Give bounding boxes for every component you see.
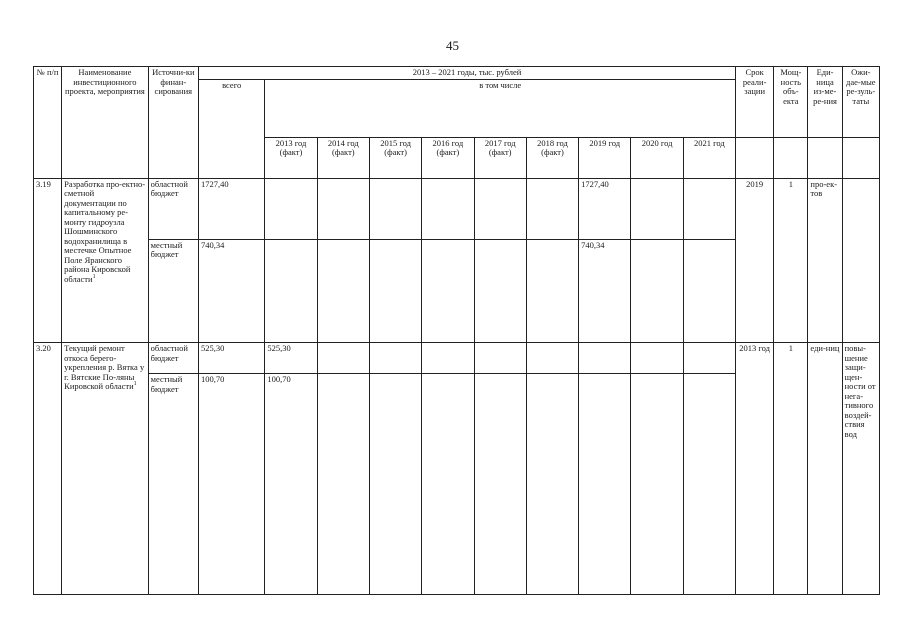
row-total: 100,70 <box>198 374 264 595</box>
header-source: Источни-ки финан-сирования <box>148 67 198 179</box>
header-num: № п/п <box>34 67 62 179</box>
header-year-2016: 2016 год (факт) <box>422 137 474 178</box>
row-y2019 <box>579 374 631 595</box>
header-year-2014: 2014 год (факт) <box>317 137 369 178</box>
header-results: Ожи-дае-мые ре-зуль-таты <box>842 67 879 138</box>
footnote-mark: 1 <box>92 273 96 280</box>
row-y2013 <box>265 239 317 342</box>
header-year-2015: 2015 год (факт) <box>369 137 421 178</box>
table-row <box>34 178 880 239</box>
row-y2013 <box>265 178 317 239</box>
header-year-2020: 2020 год <box>631 137 683 178</box>
header-total: всего <box>198 79 264 178</box>
table-row <box>34 343 880 374</box>
row-source: областной бюджет <box>148 178 198 239</box>
header-capacity: Мощ-ность объ-екта <box>774 67 808 138</box>
header-unit: Еди-ница из-ме-ре-ния <box>808 67 842 138</box>
header-year-2018: 2018 год (факт) <box>526 137 578 178</box>
row-term: 2013 год <box>736 343 774 595</box>
header-year-2021: 2021 год <box>683 137 735 178</box>
header-year-2013: 2013 год (факт) <box>265 137 317 178</box>
header-results-blank <box>842 137 879 178</box>
row-total: 740,34 <box>198 239 264 342</box>
header-unit-blank <box>808 137 842 178</box>
row-num: 3.20 <box>34 343 62 595</box>
header-including: в том числе <box>265 79 736 137</box>
row-unit: про-ек-тов <box>808 178 842 342</box>
row-capacity: 1 <box>774 178 808 342</box>
header-name: Наименование инвестиционного проекта, мероприятия <box>62 67 149 179</box>
footnote-mark: 1 <box>133 381 137 388</box>
row-capacity: 1 <box>774 343 808 595</box>
row-source: областной бюджет <box>148 343 198 374</box>
row-num: 3.19 <box>34 178 62 342</box>
header-capacity-blank <box>774 137 808 178</box>
header-year-2019: 2019 год <box>579 137 631 178</box>
investment-table <box>33 66 880 595</box>
header-year-2017: 2017 год (факт) <box>474 137 526 178</box>
header-term: Срок реали-зации <box>736 67 774 138</box>
row-term: 2019 <box>736 178 774 342</box>
row-results <box>842 178 879 342</box>
row-total: 525,30 <box>198 343 264 374</box>
row-y2019 <box>579 343 631 374</box>
header-term-blank <box>736 137 774 178</box>
row-y2013: 525,30 <box>265 343 317 374</box>
row-unit: еди-ниц <box>808 343 842 595</box>
row-name: Текущий ремонт откоса берего-укрепления р. Вятка у г. Вятские По-ляны Кировской области$^1$ <box>62 343 149 595</box>
row-y2019: 1727,40 <box>579 178 631 239</box>
page-number: 45 <box>446 38 459 53</box>
row-total: 1727,40 <box>198 178 264 239</box>
row-y2013: 100,70 <box>265 374 317 595</box>
row-name: Разработка про-ектно-сметной документации по капитальному ре-монту гидроузла Шошминского водохранилища в местечке Опытное Поле Яранского района Кировской области$^1$ <box>62 178 149 342</box>
row-results: повы-шение защи-щен-ности от нега-тивного воздей-ствия вод <box>842 343 879 595</box>
row-source: местный бюджет <box>148 374 198 595</box>
header-period: 2013 – 2021 годы, тыс. рублей <box>198 67 735 80</box>
row-y2019: 740,34 <box>579 239 631 342</box>
row-source: местный бюджет <box>148 239 198 342</box>
